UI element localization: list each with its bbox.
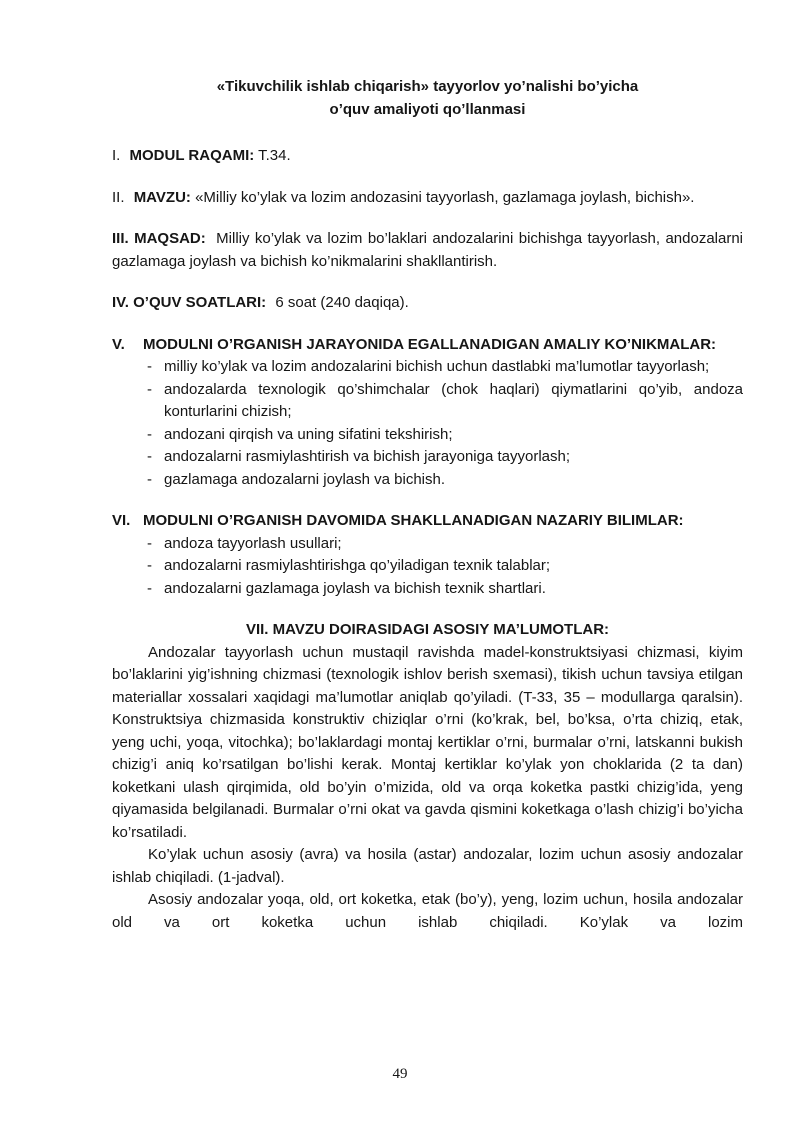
page-number: 49: [392, 1066, 408, 1082]
list-item: [112, 469, 743, 492]
list-item-text: andoza tayyorlash usullari;: [164, 534, 342, 552]
roman-numeral-v: V.: [112, 335, 125, 353]
list-item: [112, 533, 743, 556]
dash-bullet: -: [147, 470, 152, 488]
vi-heading-text: MODULNI O’RGANISH DAVOMIDA SHAKLLANADIGAN NAZARIY BILIMLAR:: [143, 512, 684, 529]
body-paragraph-2: Ko’ylak uchun asosiy (avra) va hosila (astar) andozalar, lozim uchun asosiy andozalar ishlab chiqiladi. (1-jadval).: [112, 846, 743, 886]
list-item: [112, 555, 743, 578]
dash-bullet: -: [147, 448, 152, 465]
maqsad-value: Milliy ko’ylak va lozim bo’laklari andozalarini bichishga tayyorlash, andozalarni gazlamaga joylash va bichish ko’nikmalarini shakllantirish.: [112, 230, 744, 270]
oquv-soatlari-value: 6 soat (240 daqiqa).: [275, 294, 409, 311]
modul-raqami-value: T.34.: [258, 147, 291, 164]
amaliy-list: [112, 356, 743, 491]
oquv-soatlari-label: IV. O’QUV SOATLARI:: [112, 294, 267, 311]
section-maqsad: [112, 228, 743, 273]
dash-bullet: -: [147, 579, 152, 597]
body-paragraph-3: Asosiy andozalar yoqa, old, ort koketka, etak (bo’y), yeng, lozim uchun, hosila andozalar old va ort koketka uchun ishlab chiqiladi. Ko’ylak va lozim: [112, 891, 743, 931]
roman-numeral-i: I.: [112, 147, 121, 164]
v-heading-text: MODULNI O’RGANISH JARAYONIDA EGALLANADIGAN AMALIY KO’NIKMALAR:: [143, 335, 717, 353]
doc-title: [112, 76, 743, 121]
section-vi-heading: [112, 510, 743, 533]
list-item: [112, 424, 743, 447]
doc-title-line1: «Tikuvchilik ishlab chiqarish» tayyorlov yo’nalishi bo’yicha: [216, 78, 639, 95]
roman-numeral-vi: VI.: [112, 512, 131, 529]
section-modul-raqami: [112, 145, 743, 168]
list-item: [112, 379, 743, 424]
dash-bullet: -: [147, 534, 152, 552]
section-oquv-soatlari: [112, 292, 743, 315]
list-item-text: andozalarni gazlamaga joylash va bichish texnik shartlari.: [164, 579, 546, 597]
dash-bullet: -: [147, 557, 152, 574]
dash-bullet: -: [147, 380, 152, 398]
section-mavzu: [112, 187, 743, 210]
mavzu-label: MAVZU:: [133, 188, 191, 206]
roman-numeral-ii: II.: [112, 188, 125, 206]
list-item-text: gazlamaga andozalarni joylash va bichish.: [164, 470, 446, 488]
section-v-heading: [112, 334, 743, 357]
list-item-text: andozalarni rasmiylashtirish va bichish jarayoniga tayyorlash;: [164, 448, 571, 465]
list-item-text: andozalarni rasmiylashtirishga qo’yiladigan texnik talablar;: [164, 557, 551, 574]
section-vii-heading: VII. MAVZU DOIRASIDAGI ASOSIY MA’LUMOTLAR:: [245, 621, 610, 638]
dash-bullet: -: [147, 358, 152, 375]
maqsad-label: III. MAQSAD:: [112, 230, 206, 247]
list-item: [112, 578, 743, 601]
doc-title-line2: o’quv amaliyoti qo’llanmasi: [329, 100, 526, 118]
list-item: [112, 356, 743, 379]
list-item-text: andozani qirqish va uning sifatini tekshirish;: [164, 425, 453, 443]
body-paragraph-1: Andozalar tayyorlash uchun mustaqil ravishda madel-konstruktsiyasi chizmasi, kiyim bo’laklarini yig’ishning chizmasi (texnologik ishlov berish sxemasi), tikish uchun tavsiya etilgan materiallar xossalari xaqidagi ma’lumotlar aniqlab qo’yiladi. (T-33, 35 – modullarga qaralsin). Konstruktsiya chizmasida konstruktiv chiziqlar o’rni (ko’krak, bel, bo’ksa, o’rta chiziq, etak, yeng uchi, yoqa, vitochka); bo’laklardagi montaj kertiklar o’rni, burmalar o’rni, latskanni bukish chizig’i aniq ko’rsatilgan bo’lishi kerak. Montaj kertiklar ko’ylak yon choklarida (2 ta dan) koketkani ulash qirqimida, old bo’yin o’mizida, old va orqa koketka pastki chizig’ida, yeng qiyamasida belgilanadi. Burmalar o’rni okat va gavda qismini koketkaga o’lash chizig’i bo’yicha ko’rsatiladi.: [112, 643, 743, 841]
nazariy-list: [112, 533, 743, 601]
mavzu-value: «Milliy ko’ylak va lozim andozasini tayyorlash, gazlamaga joylash, bichish».: [195, 188, 695, 206]
list-item-text: andozalarda texnologik qo’shimchalar (chok haqlari) qiymatlarini qo’yib, andoza konturlarini chizish;: [164, 380, 743, 420]
list-item-text: milliy ko’ylak va lozim andozalarini bichish uchun dastlabki ma’lumotlar tayyorlash;: [164, 358, 710, 375]
list-item: [112, 446, 743, 469]
modul-raqami-label: MODUL RAQAMI:: [129, 147, 255, 164]
dash-bullet: -: [147, 425, 152, 443]
